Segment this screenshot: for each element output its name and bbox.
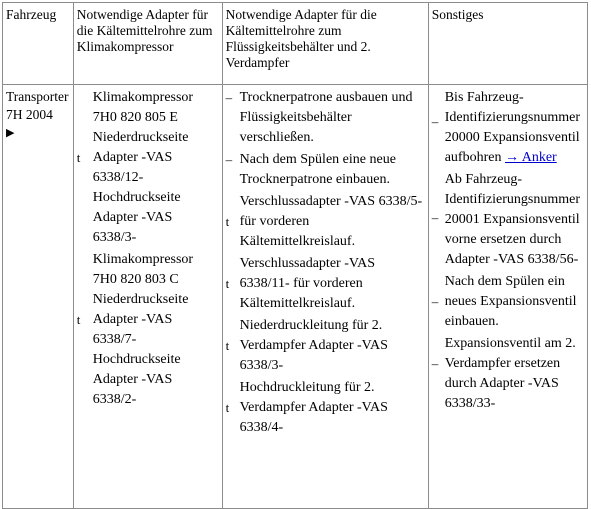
list-item [432, 88, 584, 168]
list-item-text: Expansionsventil am 2. Verdampfer ersetzen durch Adapter -VAS 6338/33- [444, 336, 576, 411]
expand-arrow-icon[interactable]: ▶ [6, 127, 15, 139]
bullet-marker: t [225, 214, 230, 229]
list-item-text: Nach dem Spülen ein neues Expansionsventil einbauen. [444, 274, 577, 329]
adapter-table [2, 2, 588, 509]
cell-misc [428, 85, 587, 509]
list-item [226, 254, 425, 314]
dash-marker: – [431, 210, 439, 225]
list-item [432, 170, 584, 270]
list-item [226, 316, 425, 376]
anchor-link[interactable]: → Anker [504, 150, 557, 165]
list-item-text: Nach dem Spülen eine neue Trocknerpatrone einbauen. [239, 152, 396, 187]
list-item-text: Klimakompressor 7H0 820 805 E Niederdruckseite Adapter -VAS 6338/12- Hochdruckseite Adapter -VAS 6338/3- [92, 90, 194, 245]
list-item-text: Bis Fahrzeug-Identifizierungsnummer 20000 Expansionsventil aufbohren [444, 90, 581, 165]
list-item-text: Verschlussadapter -VAS 6338/5- für vorderen Kältemittelkreislauf. [239, 194, 423, 249]
header-receiver-adapters: Notwendige Adapter für die Kältemittelrohre zum Flüssigkeitsbehälter und 2. Verdampfer [222, 3, 428, 85]
cell-receiver-adapters [222, 85, 428, 509]
list-item-text: Hochdruckleitung für 2. Verdampfer Adapter -VAS 6338/4- [239, 380, 388, 435]
cell-vehicle [3, 85, 74, 509]
list-item [432, 272, 584, 332]
cell-compressor-adapters [73, 85, 222, 509]
vehicle-name: Transporter 7H 2004 [6, 89, 69, 122]
list-item-text: Klimakompressor 7H0 820 803 C Niederdruckseite Adapter -VAS 6338/7- Hochdruckseite Adapter -VAS 6338/2- [92, 252, 194, 407]
bullet-marker: t [225, 276, 230, 291]
bullet-marker: t [225, 338, 230, 353]
bullet-marker: t [76, 150, 81, 165]
list-item-text: Verschlussadapter -VAS 6338/11- für vorderen Kältemittelkreislauf. [239, 256, 376, 311]
list-item [432, 334, 584, 414]
header-misc: Sonstiges [428, 3, 587, 85]
header-compressor-adapters: Notwendige Adapter für die Kältemittelrohre zum Klimakompressor [73, 3, 222, 85]
list-item [226, 192, 425, 252]
list-item-text: Trocknerpatrone ausbauen und Flüssigkeitsbehälter verschließen. [239, 90, 413, 145]
list-item-text: Ab Fahrzeug-Identifizierungsnummer 20001 Expansionsventil vorne ersetzen durch Adapter -VAS 6338/56- [444, 172, 581, 267]
list-item-text: Niederdruckleitung für 2. Verdampfer Adapter -VAS 6338/3- [239, 318, 388, 373]
list-item [77, 88, 219, 248]
header-vehicle: Fahrzeug [3, 3, 74, 85]
table-row [3, 85, 588, 509]
bullet-marker: t [76, 312, 81, 327]
dash-marker: – [431, 294, 439, 309]
list-item [226, 88, 425, 148]
list-item [226, 378, 425, 438]
bullet-marker: t [225, 400, 230, 415]
dash-marker: – [225, 152, 233, 167]
list-item [226, 150, 425, 190]
dash-marker: – [225, 90, 233, 105]
list-item [77, 250, 219, 410]
header-row [3, 3, 588, 85]
dash-marker: – [431, 114, 439, 129]
dash-marker: – [431, 356, 439, 371]
